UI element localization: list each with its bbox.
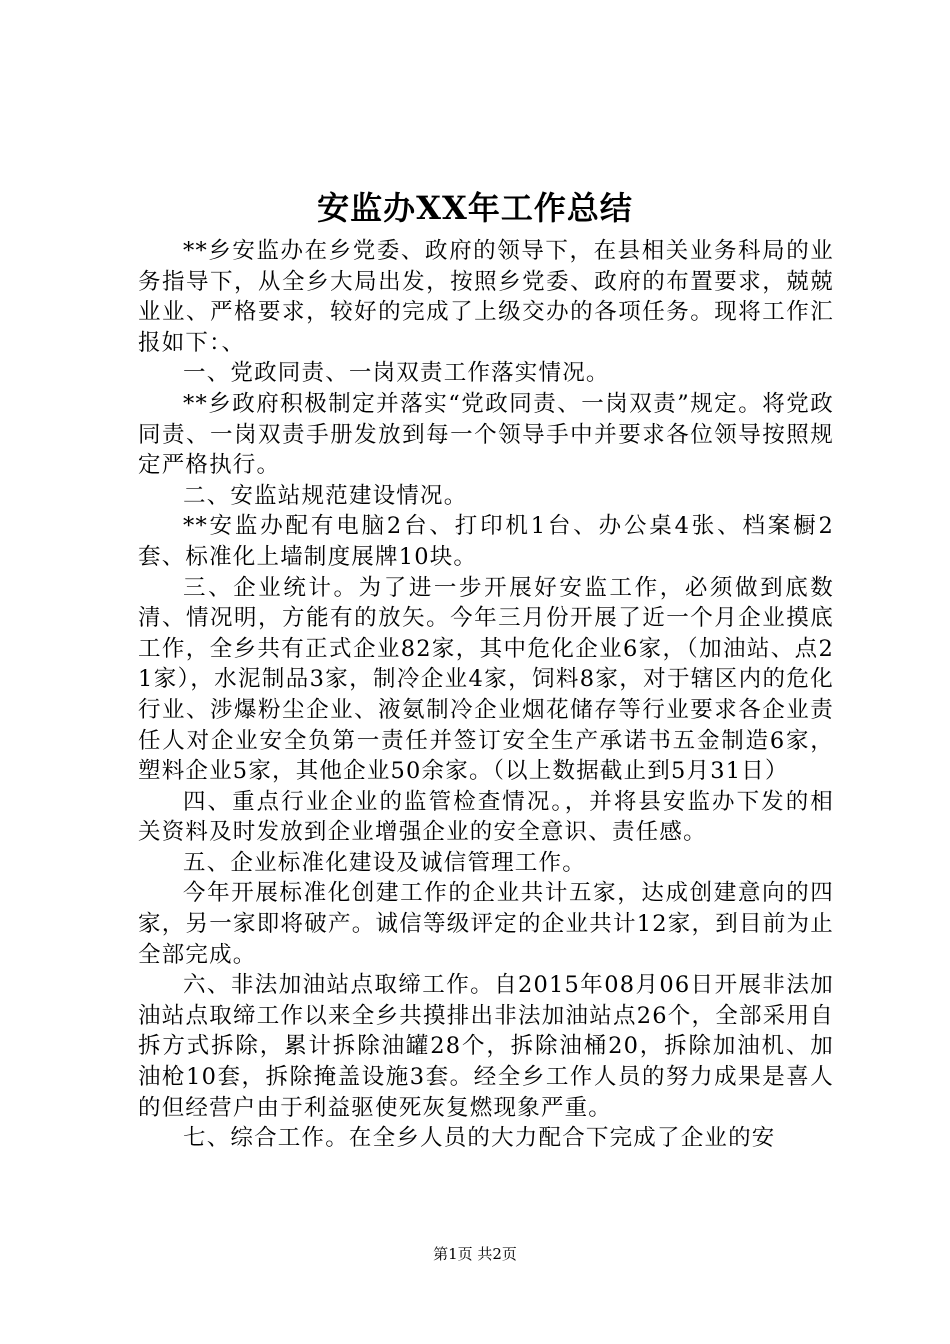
section-heading-1: 一、党政同责、一岗双责工作落实情况。 — [183, 360, 610, 387]
section-heading-5: 五、企业标准化建设及诚信管理工作。 — [183, 849, 586, 876]
section-heading-2: 二、安监站规范建设情况。 — [183, 482, 468, 509]
paragraph-section-2: **安监办配有电脑2台、打印机1台、办公桌4张、档案橱2套、标准化上墙制度展牌10块。 — [138, 513, 834, 570]
page-number-footer: 第1页 共2页 — [433, 1245, 517, 1263]
paragraph-section-1: **乡政府积极制定并落实“党政同责、一岗双责”规定。将党政同责、一岗双责手册发放到每一个领导手中并要求各位领导按照规定严格执行。 — [138, 390, 834, 479]
paragraph-intro: **乡安监办在乡党委、政府的领导下，在县相关业务科局的业务指导下，从全乡大局出发，按照乡党委、政府的布置要求，兢兢业业、严格要求，较好的完成了上级交办的各项任务。现将工作汇报如下：、 — [138, 238, 834, 356]
paragraph-section-4: 四、重点行业企业的监管检查情况。，并将县安监办下发的相关资料及时发放到企业增强企业的安全意识、责任感。 — [138, 788, 834, 846]
paragraph-section-3: 三、企业统计。为了进一步开展好安监工作，必须做到底数清、情况明，方能有的放矢。今年三月份开展了近一个月企业摸底工作，全乡共有正式企业82家，其中危化企业6家，（加油站、点21家），水泥制品3家，制冷企业4家，饲料8家，对于辖区内的危化行业、涉爆粉尘企业、液氨制冷企业烟花储存等行业要求各企业责任人对企业安全负第一责任并签订安全生产承诺书五金制造6家，塑料企业5家，其他企业50余家。（以上数据截止到5月31日） — [138, 574, 834, 785]
paragraph-section-7: 七、综合工作。在全乡人员的大力配合下完成了企业的安 — [183, 1125, 776, 1152]
paragraph-section-6: 六、非法加油站点取缔工作。自2015年08月06日开展非法加油站点取缔工作以来全乡共摸排出非法加油站点26个，全部采用自拆方式拆除，累计拆除油罐28个，拆除油桶20，拆除加油机、加油枪10套，拆除掩盖设施3套。经全乡工作人员的努力成果是喜人的但经营户由于利益驱使死灰复燃现象严重。 — [138, 972, 834, 1121]
document-body — [138, 236, 834, 1154]
paragraph-section-5: 今年开展标准化创建工作的企业共计五家，达成创建意向的四家，另一家即将破产。诚信等级评定的企业共计12家，到目前为止全部完成。 — [138, 880, 834, 968]
document-title: 安监办XX年工作总结 — [317, 189, 633, 227]
